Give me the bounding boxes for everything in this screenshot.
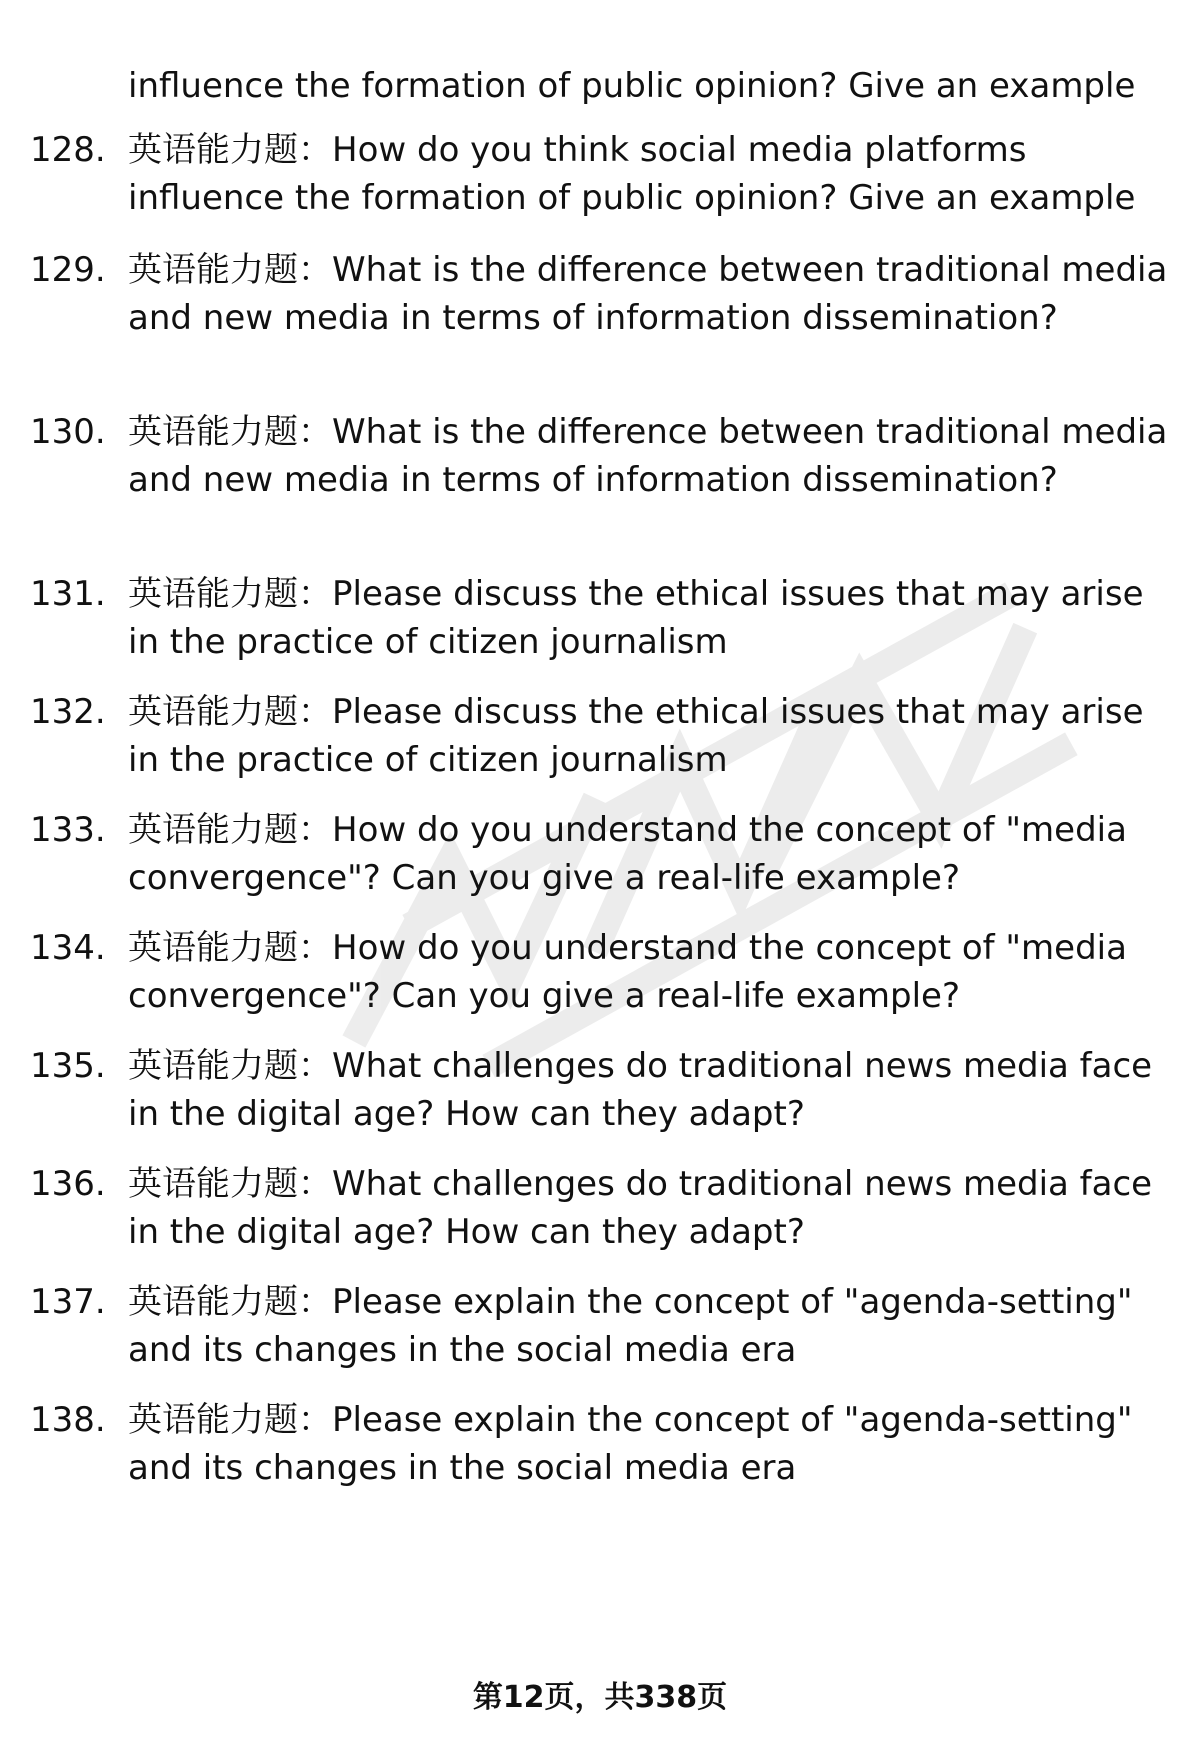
question-text: 英语能力题：What challenges do traditional news media face in the digital age? How can they adapt? bbox=[128, 1046, 1153, 1134]
question-number: 130. bbox=[30, 412, 106, 452]
question-text: 英语能力题：How do you think social media platforms influence the formation of public opinion? Give an example bbox=[128, 130, 1136, 218]
question-item bbox=[30, 1396, 1170, 1492]
question-number: 129. bbox=[30, 250, 106, 290]
question-number: 135. bbox=[30, 1046, 106, 1086]
question-number: 136. bbox=[30, 1164, 106, 1204]
question-number: 138. bbox=[30, 1400, 106, 1440]
question-text: 英语能力题：Please discuss the ethical issues that may arise in the practice of citizen journalism bbox=[128, 692, 1144, 780]
page-footer: 第12页，共338页 bbox=[472, 1680, 728, 1715]
question-text: 英语能力题：How do you understand the concept of "media convergence"? Can you give a real-life example? bbox=[128, 928, 1127, 1016]
question-text: 英语能力题：Please explain the concept of "agenda-setting" and its changes in the social media era bbox=[128, 1282, 1133, 1370]
question-text: 英语能力题：What is the difference between traditional media and new media in terms of information dissemination? bbox=[128, 250, 1168, 338]
question-text: 英语能力题：What challenges do traditional news media face in the digital age? How can they adapt? bbox=[128, 1164, 1153, 1252]
question-number: 128. bbox=[30, 130, 106, 170]
question-text: 英语能力题：How do you understand the concept of "media convergence"? Can you give a real-life example? bbox=[128, 810, 1127, 898]
question-item bbox=[30, 408, 1170, 504]
question-number: 132. bbox=[30, 692, 106, 732]
question-item bbox=[30, 924, 1170, 1020]
question-text: 英语能力题：Please explain the concept of "agenda-setting" and its changes in the social media era bbox=[128, 1400, 1133, 1488]
question-item bbox=[30, 570, 1170, 666]
question-number: 133. bbox=[30, 810, 106, 850]
question-text: 英语能力题：What is the difference between traditional media and new media in terms of information dissemination? bbox=[128, 412, 1168, 500]
question-text: 英语能力题：Please discuss the ethical issues that may arise in the practice of citizen journalism bbox=[128, 574, 1144, 662]
question-item bbox=[30, 246, 1170, 342]
question-item bbox=[30, 1278, 1170, 1374]
question-number: 137. bbox=[30, 1282, 106, 1322]
question-number: 131. bbox=[30, 574, 106, 614]
question-number: 134. bbox=[30, 928, 106, 968]
question-item bbox=[30, 1042, 1170, 1138]
question-item bbox=[30, 806, 1170, 902]
question-item bbox=[30, 688, 1170, 784]
continuation-text: influence the formation of public opinion? Give an example bbox=[128, 66, 1136, 106]
question-item bbox=[30, 126, 1170, 222]
question-item bbox=[30, 1160, 1170, 1256]
